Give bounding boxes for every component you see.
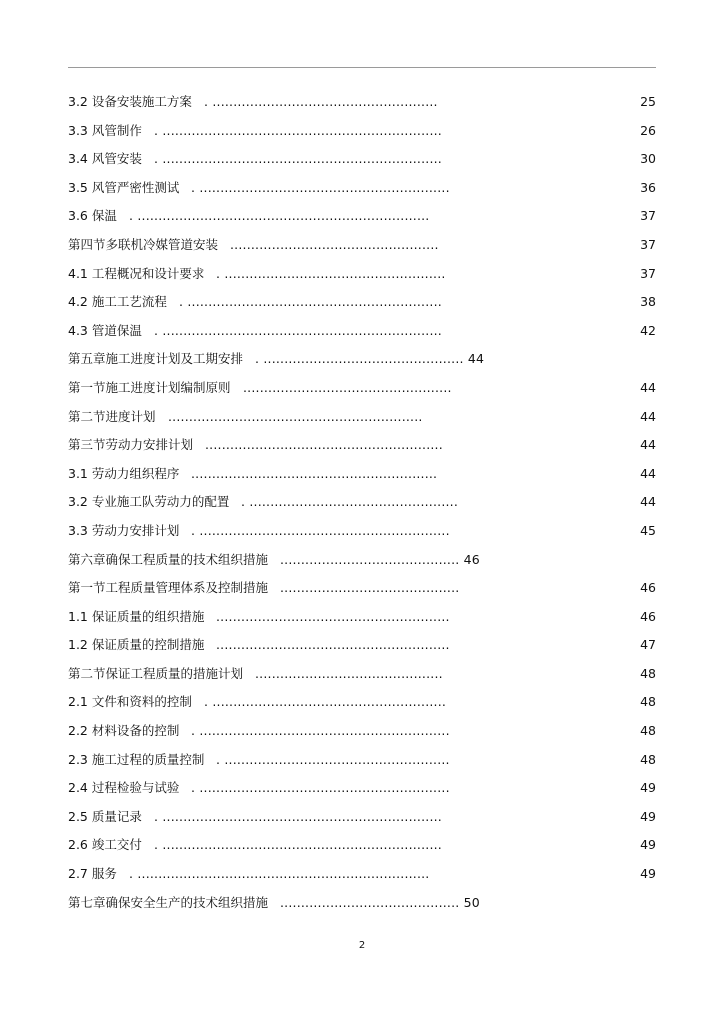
- toc-entry-page: 44: [640, 437, 656, 453]
- toc-entry[interactable]: [68, 288, 656, 317]
- toc-entry-title: 3.5 风管严密性测试: [68, 179, 180, 195]
- toc-entry-page: 44: [640, 379, 656, 395]
- toc-entry-leader: . ......................................................: [216, 751, 450, 767]
- toc-entry[interactable]: [68, 889, 656, 918]
- toc-entry-leader: ...........................................................: [191, 465, 438, 481]
- toc-entry-page: 44: [467, 351, 485, 367]
- toc-entry-page: 36: [640, 179, 656, 195]
- toc-entry-page: 44: [640, 494, 656, 510]
- toc-entry-page: 45: [640, 522, 656, 538]
- toc-entry-leader: . .............................................................: [179, 294, 442, 310]
- toc-entry-title: 2.7 服务: [68, 866, 117, 882]
- toc-entry-title: 第二节进度计划: [68, 408, 156, 424]
- toc-entry-leader: . ...................................................................: [154, 808, 442, 824]
- toc-entry-leader: . ......................................................................: [129, 208, 430, 224]
- toc-entry-page: 46: [640, 580, 656, 596]
- toc-entry-leader: . ............................................................: [191, 780, 450, 796]
- toc-entry-page: 48: [640, 723, 656, 739]
- toc-entry-leader: .............................................: [255, 665, 443, 681]
- toc-entry-title: 3.2 设备安装施工方案: [68, 94, 192, 109]
- toc-entry-title: 3.6 保温: [68, 208, 117, 224]
- toc-entry-page: 49: [640, 837, 656, 853]
- toc-entry-title: 2.3 施工过程的质量控制: [68, 751, 205, 767]
- toc-entry-title: 4.1 工程概况和设计要求: [68, 265, 205, 281]
- toc-entry-title: 第三节劳动力安排计划: [68, 437, 194, 453]
- toc-entry[interactable]: [68, 117, 656, 146]
- toc-entry-title: 第五章施工进度计划及工期安排: [68, 351, 244, 367]
- toc-entry[interactable]: [68, 88, 656, 117]
- toc-entry-title: 3.1 劳动力组织程序: [68, 465, 180, 481]
- toc-entry[interactable]: [68, 831, 656, 860]
- toc-entry-leader: . ........................................................: [204, 694, 447, 710]
- toc-entry[interactable]: [68, 517, 656, 546]
- toc-entry-page: 25: [640, 94, 656, 109]
- toc-entry-page: 37: [640, 208, 656, 224]
- toc-entry-leader: ........................................... 46: [280, 551, 480, 567]
- toc-entry-page: 50: [463, 894, 480, 910]
- toc-entry[interactable]: [68, 860, 656, 889]
- toc-entry[interactable]: [68, 345, 656, 374]
- toc-entry-leader: .............................................................: [168, 408, 423, 424]
- toc-entry-page: 48: [640, 751, 656, 767]
- page-number: 2: [358, 940, 366, 951]
- toc-entry[interactable]: [68, 231, 656, 260]
- toc-entry-title: 2.6 竣工交付: [68, 837, 142, 853]
- toc-entry-leader: . ............................................................: [191, 723, 450, 739]
- toc-entry-title: 第六章确保工程质量的技术组织措施: [68, 551, 269, 567]
- toc-entry[interactable]: [68, 460, 656, 489]
- toc-entry[interactable]: [68, 145, 656, 174]
- toc-entry-leader: ...........................................: [280, 580, 460, 596]
- toc-entry-leader: ..................................................: [230, 236, 439, 252]
- toc-entry-page: 49: [640, 808, 656, 824]
- toc-entry[interactable]: [68, 660, 656, 689]
- toc-entry-leader: . ..................................................: [241, 494, 459, 510]
- toc-entry-leader: ........................................... 50: [280, 894, 480, 910]
- toc-entry[interactable]: [68, 374, 656, 403]
- toc-entry-page: 37: [640, 236, 656, 252]
- toc-entry[interactable]: [68, 403, 656, 432]
- toc-entry[interactable]: [68, 774, 656, 803]
- toc-entry-title: 2.5 质量记录: [68, 808, 142, 824]
- toc-entry-title: 3.2 专业施工队劳动力的配置: [68, 494, 230, 510]
- toc-entry-title: 第一节工程质量管理体系及控制措施: [68, 580, 269, 596]
- table-of-contents: [68, 88, 656, 917]
- toc-entry-title: 1.2 保证质量的控制措施: [68, 637, 205, 653]
- toc-entry-leader: . ......................................................: [204, 94, 438, 109]
- toc-entry-page: 49: [640, 780, 656, 796]
- toc-entry-page: 48: [640, 665, 656, 681]
- toc-entry-leader: . ................................................ 44: [255, 351, 485, 367]
- toc-entry[interactable]: [68, 488, 656, 517]
- toc-entry[interactable]: [68, 717, 656, 746]
- toc-entry-title: 3.3 劳动力安排计划: [68, 522, 180, 538]
- toc-entry-page: 30: [640, 151, 656, 167]
- toc-entry[interactable]: [68, 546, 656, 575]
- toc-entry-title: 2.1 文件和资料的控制: [68, 694, 192, 710]
- toc-entry-title: 4.3 管道保温: [68, 322, 142, 338]
- toc-entry-page: 37: [640, 265, 656, 281]
- toc-entry-title: 第四节多联机冷媒管道安装: [68, 236, 219, 252]
- toc-entry-leader: ..................................................: [243, 379, 452, 395]
- toc-entry[interactable]: [68, 317, 656, 346]
- toc-entry-title: 3.4 风管安装: [68, 151, 142, 167]
- toc-entry-page: 46: [640, 608, 656, 624]
- toc-entry-leader: . .....................................................: [216, 265, 446, 281]
- toc-entry-page: 46: [463, 551, 480, 567]
- toc-entry[interactable]: [68, 631, 656, 660]
- toc-entry-leader: .........................................................: [205, 437, 443, 453]
- toc-entry-page: 47: [640, 637, 656, 653]
- toc-entry-title: 3.3 风管制作: [68, 122, 142, 138]
- toc-entry[interactable]: [68, 803, 656, 832]
- toc-entry-leader: . ...................................................................: [154, 122, 442, 138]
- toc-entry-leader: . ...................................................................: [154, 322, 442, 338]
- toc-entry-page: 38: [640, 294, 656, 310]
- toc-entry[interactable]: [68, 174, 656, 203]
- toc-entry-page: 44: [640, 465, 656, 481]
- toc-entry-page: 48: [640, 694, 656, 710]
- toc-entry[interactable]: [68, 746, 656, 775]
- toc-entry[interactable]: [68, 202, 656, 231]
- toc-entry-leader: . ......................................................................: [129, 866, 430, 882]
- toc-entry-page: 44: [640, 408, 656, 424]
- toc-entry-title: 第七章确保安全生产的技术组织措施: [68, 894, 269, 910]
- toc-entry-leader: ........................................................: [216, 608, 450, 624]
- toc-entry[interactable]: [68, 431, 656, 460]
- toc-entry-leader: ........................................................: [216, 637, 450, 653]
- toc-entry[interactable]: [68, 260, 656, 289]
- header-rule: [68, 67, 656, 68]
- toc-entry-page: 42: [640, 322, 656, 338]
- toc-entry[interactable]: [68, 603, 656, 632]
- toc-entry-leader: . ............................................................: [191, 179, 450, 195]
- toc-entry-title: 1.1 保证质量的组织措施: [68, 608, 205, 624]
- toc-entry-title: 第一节施工进度计划编制原则: [68, 379, 231, 395]
- toc-entry-title: 4.2 施工工艺流程: [68, 294, 167, 310]
- toc-entry-title: 2.2 材料设备的控制: [68, 723, 180, 739]
- toc-entry-leader: . ...................................................................: [154, 837, 442, 853]
- toc-entry-leader: . ...................................................................: [154, 151, 442, 167]
- toc-entry-page: 26: [640, 122, 656, 138]
- toc-entry[interactable]: [68, 574, 656, 603]
- toc-entry-title: 2.4 过程检验与试验: [68, 780, 180, 796]
- toc-entry-page: 49: [640, 866, 656, 882]
- toc-entry-title: 第二节保证工程质量的措施计划: [68, 665, 244, 681]
- toc-entry-leader: . ............................................................: [191, 522, 450, 538]
- toc-entry[interactable]: [68, 688, 656, 717]
